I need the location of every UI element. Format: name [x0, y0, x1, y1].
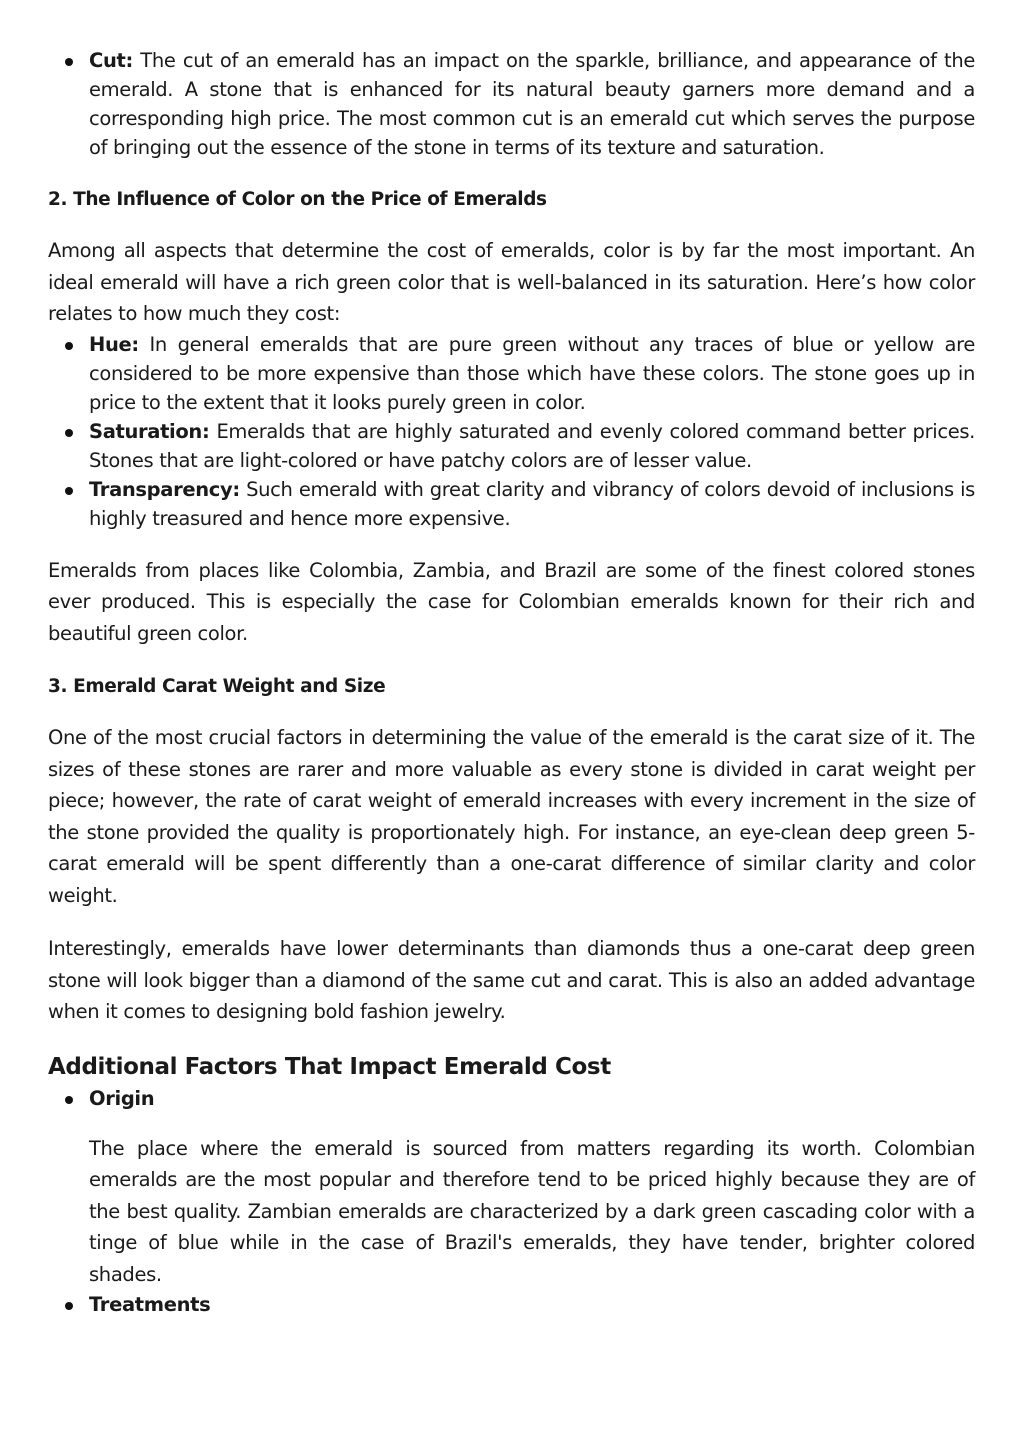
section-3-heading: 3. Emerald Carat Weight and Size [48, 676, 386, 697]
cut-label: Cut: [89, 49, 133, 72]
section-3-para-1: One of the most crucial factors in determining the value of the emerald is the carat size of it. The sizes of these stones are rarer and more valuable as every stone is divided in carat weight per piece; however, the rate of carat weight of emerald increases with every increment in the size of the stone provided the quality is proportionately high. For instance, an eye-clean deep green 5-carat emerald will be spent differently than a one-carat difference of similar clarity and color weight. [48, 726, 975, 907]
additional-factors-heading: Additional Factors That Impact Emerald Cost [48, 1053, 611, 1080]
transparency-text: Such emerald with great clarity and vibrancy of colors devoid of inclusions is highly treasured and hence more expensive. [89, 477, 975, 530]
list-item-origin: Origin [48, 1084, 975, 1113]
transparency-label: Transparency: [89, 477, 240, 501]
section-3-para-2: Interestingly, emeralds have lower determinants than diamonds thus a one-carat deep green stone will look bigger than a diamond of the same cut and carat. This is also an added advantage when it comes to designing bold fashion jewelry. [48, 937, 975, 1023]
color-factors-list [48, 330, 975, 533]
list-item-treatments: Treatments [48, 1290, 975, 1319]
list-item-cut [48, 46, 975, 162]
origin-list [48, 1084, 975, 1113]
treatments-list [48, 1290, 975, 1319]
cut-list [48, 46, 975, 162]
origin-text: The place where the emerald is sourced from matters regarding its worth. Colombian emeralds are the most popular and therefore tend to be priced highly because they are of the best quality. Zambian emeralds are characterized by a dark green cascading color with a tinge of blue while in the case of Brazil's emeralds, they have tender, brighter colored shades. [89, 1136, 975, 1286]
list-item-hue [48, 330, 975, 417]
list-item-transparency [48, 475, 975, 533]
list-item-saturation [48, 417, 975, 475]
hue-label: Hue: [89, 332, 139, 356]
saturation-text: Emeralds that are highly saturated and evenly colored command better prices. Stones that are light-colored or have patchy colors are of lesser value. [89, 419, 975, 472]
section-2-heading: 2. The Influence of Color on the Price of Emeralds [48, 189, 547, 210]
cut-text: The cut of an emerald has an impact on the sparkle, brilliance, and appearance of the emerald. A stone that is enhanced for its natural beauty garners more demand and a corresponding high price. The most common cut is an emerald cut which serves the purpose of bringing out the essence of the stone in terms of its texture and saturation. [89, 49, 975, 159]
section-2-outro: Emeralds from places like Colombia, Zambia, and Brazil are some of the finest colored stones ever produced. This is especially the case for Colombian emeralds known for their rich and beautiful green color. [48, 558, 975, 645]
saturation-label: Saturation: [89, 419, 210, 443]
hue-text: In general emeralds that are pure green without any traces of blue or yellow are considered to be more expensive than those which have these colors. The stone goes up in price to the extent that it looks purely green in color. [89, 332, 975, 414]
document-page [48, 46, 975, 1319]
section-2-intro: Among all aspects that determine the cost of emeralds, color is by far the most important. An ideal emerald will have a rich green color that is well-balanced in its saturation. Here’s how color relates to how much they cost: [48, 239, 975, 325]
